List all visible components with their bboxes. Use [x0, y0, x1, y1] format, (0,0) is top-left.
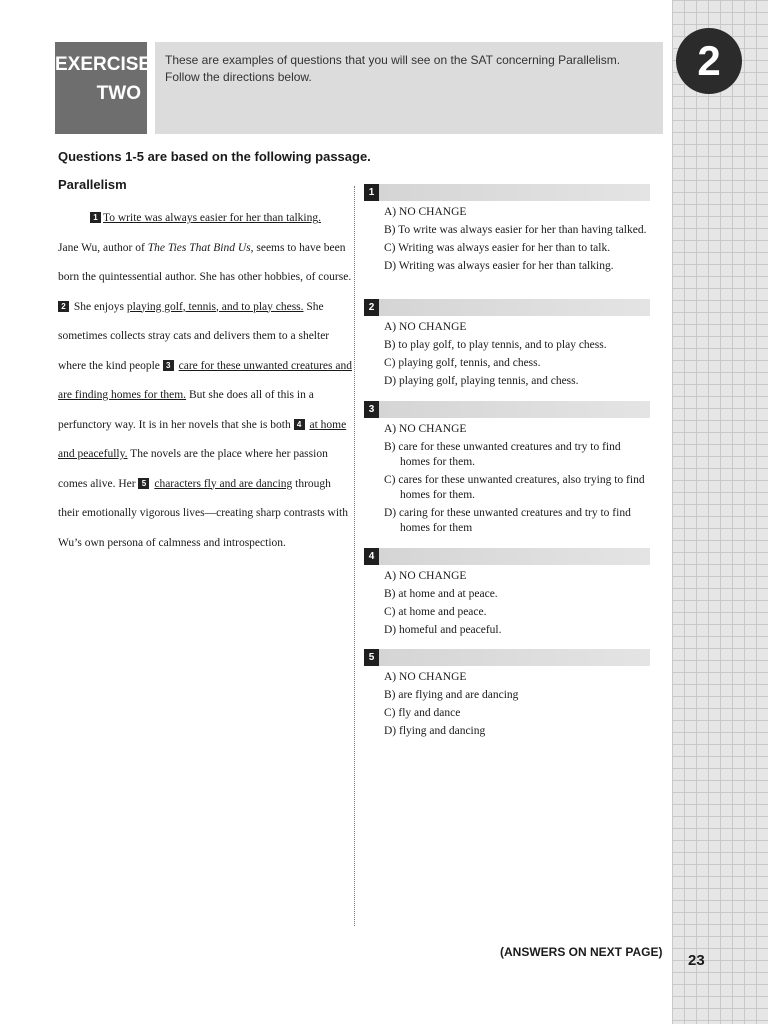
underlined-phrase-4: at home and peacefully. [58, 418, 347, 460]
question-marker-5: 5 [138, 478, 149, 489]
passage-title: Parallelism [58, 177, 127, 192]
question-marker-2: 2 [58, 301, 69, 312]
answer-option[interactable]: C) fly and dance [384, 707, 461, 719]
answer-option[interactable]: D) caring for these unwanted creatures and try to find homes for them [384, 507, 631, 534]
exercise-label-line1: EXERCISE [55, 54, 152, 75]
answer-option[interactable]: B) at home and at peace. [384, 588, 498, 600]
passage-text: But she does all of this in a perfunctory way. It is in her novels that she is both [58, 389, 314, 431]
answer-option[interactable]: D) flying and dancing [384, 725, 486, 737]
question-header [364, 401, 650, 418]
passage-text: The novels are the place where her passion comes alive. Her [58, 448, 328, 490]
chapter-badge: 2 [676, 28, 742, 94]
question-header [364, 548, 650, 565]
answer-option[interactable]: B) To write was always easier for her than having talked. [384, 224, 647, 236]
answer-options [364, 205, 650, 274]
exercise-header [55, 42, 663, 136]
underlined-phrase-5: characters fly and are dancing [154, 477, 293, 490]
question-number: 4 [364, 548, 379, 565]
passage-body [58, 204, 353, 558]
answer-option[interactable]: B) care for these unwanted creatures and try to find homes for them. [384, 441, 621, 468]
answer-option[interactable]: A) NO CHANGE [384, 423, 467, 435]
passage-text: She enjoys [71, 300, 127, 313]
answer-option[interactable]: A) NO CHANGE [384, 206, 467, 218]
directions-text: These are examples of questions that you will see on the SAT concerning Parallelism. Follow the directions below. [155, 42, 663, 134]
column-divider [354, 186, 355, 926]
underlined-sentence-1: To write was always easier for her than talking. [103, 212, 321, 224]
question-marker-1: 1 [90, 212, 101, 223]
passage-text: She sometimes collects stray cats and delivers them to a shelter where the kind people [58, 300, 330, 372]
questions-intro: Questions 1-5 are based on the following passage. [58, 149, 371, 164]
question-block-2 [364, 299, 650, 392]
underlined-phrase-3: care for these unwanted creatures and are finding homes for them. [58, 359, 352, 401]
answer-options [364, 320, 650, 389]
exercise-label-box [55, 42, 152, 134]
answer-option[interactable]: A) NO CHANGE [384, 671, 467, 683]
question-number: 2 [364, 299, 379, 316]
question-block-4 [364, 548, 650, 641]
exercise-label-line2: TWO [96, 83, 141, 104]
answer-option[interactable]: D) homeful and peaceful. [384, 624, 502, 636]
graph-paper-margin [672, 0, 768, 1024]
passage-first-line [58, 204, 353, 234]
question-number: 5 [364, 649, 379, 666]
passage-text: , seems to have been born the quintessential author. She has other hobbies, of course. [58, 241, 352, 283]
question-marker-3: 3 [163, 360, 174, 371]
question-header [364, 649, 650, 666]
answer-option[interactable]: B) are flying and are dancing [384, 689, 519, 701]
question-block-5 [364, 649, 650, 742]
question-marker-4: 4 [294, 419, 305, 430]
answer-option[interactable]: D) playing golf, playing tennis, and chess. [384, 375, 579, 387]
answer-options [364, 569, 650, 638]
passage-text: Jane Wu, author of [58, 241, 148, 254]
answer-option[interactable]: A) NO CHANGE [384, 321, 467, 333]
answer-options [364, 422, 650, 536]
page-number: 23 [688, 952, 705, 969]
passage-text: through their emotionally vigorous lives—creating sharp contrasts with Wu’s own persona of calmness and introspection. [58, 477, 348, 549]
answer-option[interactable]: D) Writing was always easier for her than talking. [384, 260, 614, 272]
answer-option[interactable]: C) Writing was always easier for her than to talk. [384, 242, 611, 254]
answer-option[interactable]: C) playing golf, tennis, and chess. [384, 357, 541, 369]
answer-option[interactable]: A) NO CHANGE [384, 570, 467, 582]
question-block-3 [364, 401, 650, 539]
book-title: The Ties That Bind Us [147, 241, 251, 254]
question-header [364, 184, 650, 201]
answers-next-page-note: (ANSWERS ON NEXT PAGE) [500, 945, 663, 959]
underlined-phrase-2: playing golf, tennis, and to play chess. [126, 300, 304, 313]
question-block-1 [364, 184, 650, 277]
answer-option[interactable]: C) at home and peace. [384, 606, 487, 618]
answer-options [364, 670, 650, 739]
question-header [364, 299, 650, 316]
answer-option[interactable]: B) to play golf, to play tennis, and to play chess. [384, 339, 607, 351]
question-number: 1 [364, 184, 379, 201]
question-number: 3 [364, 401, 379, 418]
answer-option[interactable]: C) cares for these unwanted creatures, also trying to find homes for them. [384, 474, 645, 501]
